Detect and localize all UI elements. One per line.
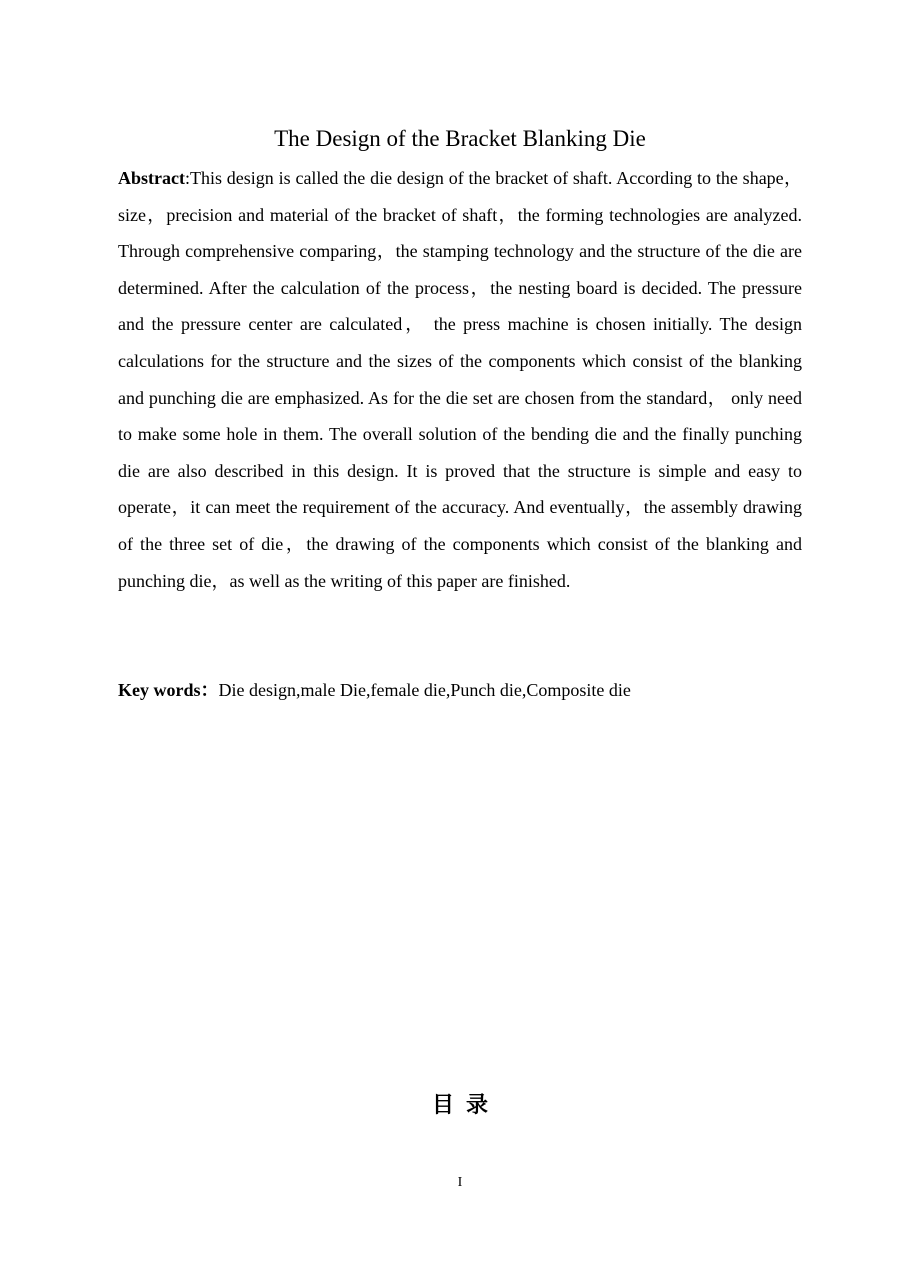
- abstract-paragraph: [118, 160, 802, 599]
- toc-heading: 目录: [431, 1093, 500, 1118]
- page-number: I: [457, 1175, 463, 1190]
- keywords-text: Die design,male Die,female die,Punch die,Composite die: [218, 680, 631, 700]
- document-title: The Design of the Bracket Blanking Die: [274, 126, 646, 151]
- keywords-line: [118, 674, 818, 706]
- abstract-text: :This design is called the die design of the bracket of shaft. According to the shape，size，precision and material of the bracket of shaft，the forming technologies are analyzed. Through comprehensive comparing，the stamping technology and the structure of the die are determined. After the calculation of the process，the nesting board is decided. The pressure and the pressure center are calculated， the press machine is chosen initially. The design calculations for the structure and the sizes of the components which consist of the blanking and punching die are emphasized. As for the die set are chosen from the standard， only need to make some hole in them. The overall solution of the bending die and the finally punching die are also described in this design. It is proved that the structure is simple and easy to operate，it can meet the requirement of the accuracy. And eventually，the assembly drawing of the three set of die，the drawing of the components which consist of the blanking and punching die，as well as the writing of this paper are finished.: [118, 168, 802, 591]
- keywords-label: Key words：: [118, 680, 219, 700]
- abstract-label: Abstract: [118, 168, 185, 188]
